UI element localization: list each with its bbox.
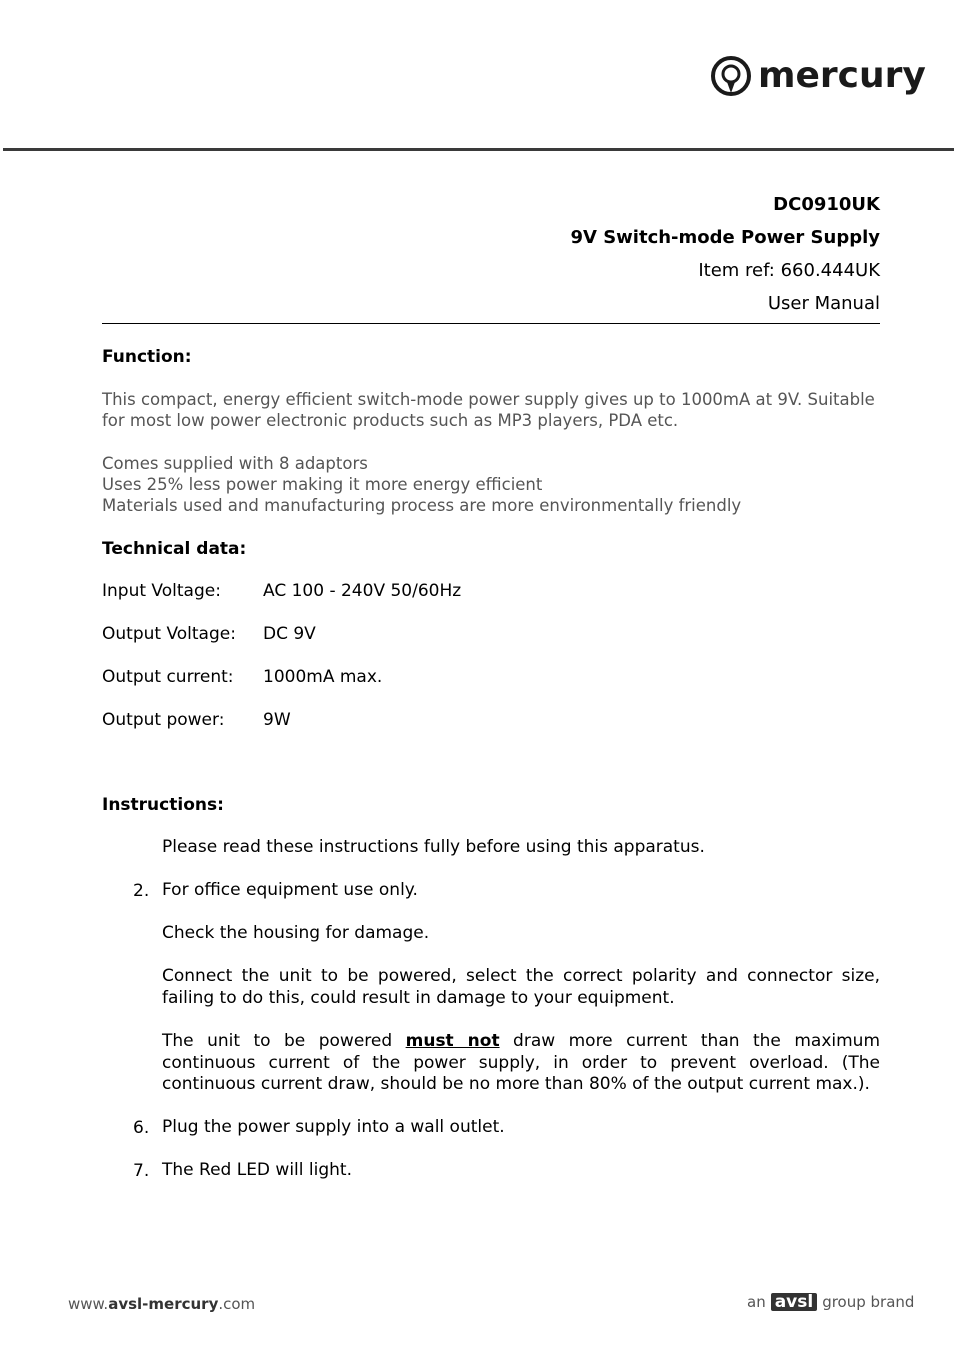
- technical-heading: Technical data:: [102, 539, 247, 559]
- avsl-logo: avsl: [771, 1293, 818, 1311]
- feature-line: Comes supplied with 8 adaptors: [102, 454, 368, 473]
- brand-prefix: an: [747, 1293, 766, 1311]
- function-description: This compact, energy efficient switch-mode power supply gives up to 1000mA at 9V. Suitable for most low power electronic products such as MP3 players, PDA etc.: [102, 390, 875, 430]
- instruction-number: 2.: [133, 881, 150, 901]
- spec-label: Output current:: [102, 667, 234, 687]
- spec-value: AC 100 - 240V 50/60Hz: [263, 581, 462, 601]
- spec-label: Input Voltage:: [102, 581, 221, 601]
- spec-value: 1000mA max.: [263, 667, 383, 687]
- warning-text-pre: The unit to be powered: [162, 1031, 406, 1051]
- warning-emphasis: must not: [405, 1031, 500, 1051]
- instruction-item: Plug the power supply into a wall outlet.: [162, 1117, 505, 1137]
- model-number: DC0910UK: [773, 194, 880, 215]
- function-heading: Function:: [102, 347, 192, 367]
- product-name: 9V Switch-mode Power Supply: [570, 227, 880, 248]
- mercury-circle-icon: [710, 55, 752, 97]
- instruction-number: 7.: [133, 1161, 150, 1181]
- footer-website[interactable]: [68, 1294, 255, 1314]
- document-type: User Manual: [767, 293, 880, 314]
- instruction-item: Check the housing for damage.: [162, 923, 430, 943]
- instruction-item: For office equipment use only.: [162, 880, 418, 900]
- website-domain: avsl-mercury: [108, 1295, 219, 1313]
- instructions-heading: Instructions:: [102, 795, 224, 815]
- brand-suffix: group brand: [822, 1293, 915, 1311]
- footer-brand: [747, 1290, 914, 1314]
- warning-text-post: draw more current than the maximum continuous current of the power supply, in order to prevent overload. (The continuous current draw, should be no more than 80% of the output current max.).: [162, 1031, 881, 1094]
- feature-line: Uses 25% less power making it more energy efficient: [102, 475, 543, 494]
- website-suffix: .com: [218, 1295, 256, 1313]
- spec-label: Output power:: [102, 710, 225, 730]
- mercury-logo: [710, 54, 926, 98]
- website-prefix: www.: [68, 1295, 109, 1313]
- spec-value: DC 9V: [263, 624, 316, 644]
- spec-label: Output Voltage:: [102, 624, 236, 644]
- item-ref: Item ref: 660.444UK: [698, 260, 880, 281]
- header-divider: [3, 148, 954, 151]
- instruction-number: 6.: [133, 1118, 150, 1138]
- logo-wordmark: mercury: [758, 55, 926, 96]
- instruction-item-warning: [162, 1031, 880, 1096]
- instruction-item: Connect the unit to be powered, select the correct polarity and connector size, failing to do this, could result in damage to your equipment.: [162, 966, 880, 1008]
- title-divider: [102, 323, 880, 324]
- spec-value: 9W: [263, 710, 291, 730]
- instruction-item: The Red LED will light.: [162, 1160, 352, 1180]
- feature-line: Materials used and manufacturing process are more environmentally friendly: [102, 496, 742, 515]
- instruction-item: Please read these instructions fully before using this apparatus.: [162, 837, 705, 857]
